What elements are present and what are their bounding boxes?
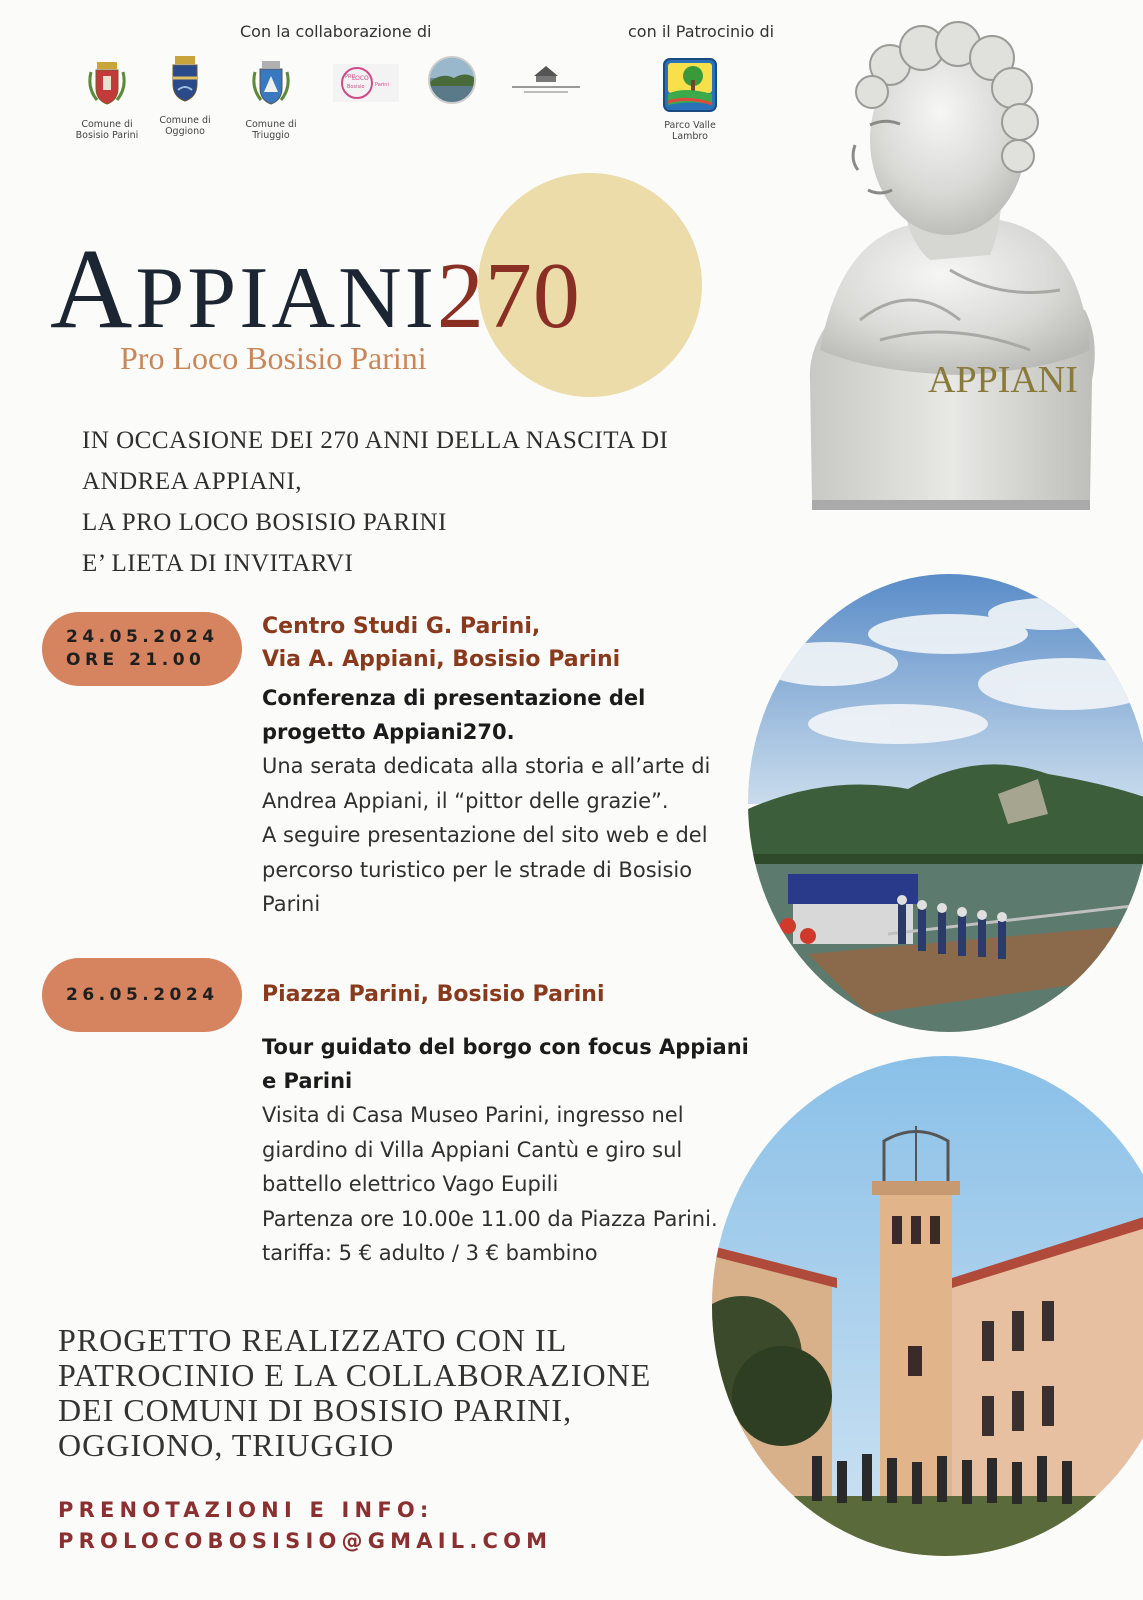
title-number: 270 [436, 244, 581, 348]
page-title [50, 225, 581, 356]
logo-pro-loco [333, 64, 399, 102]
footer-line: PATROCINIO E LA COLLABORAZIONE [58, 1357, 652, 1393]
bust-image [800, 20, 1115, 525]
logo-archaeological-association [506, 58, 586, 98]
intro-line: LA PRO LOCO BOSISIO PARINI [82, 509, 447, 536]
villa-photo [712, 1056, 1143, 1556]
crest-icon [85, 58, 129, 108]
event-title: Tour guidato del borgo con focus Appiani e Parini [262, 1035, 749, 1093]
intro-line: ANDREA APPIANI, [82, 468, 303, 495]
event-date: 26.05.2024 [66, 984, 219, 1005]
svg-text:Bosisio: Bosisio [347, 84, 365, 90]
event-location: Piazza Parini, Bosisio Parini [262, 982, 605, 1007]
event-date: 24.05.2024 [66, 627, 219, 647]
bust-illustration [800, 20, 1115, 525]
intro-line: E’ LIETA DI INVITARVI [82, 550, 354, 577]
footer-line: DEI COMUNI DI BOSISIO PARINI, [58, 1392, 573, 1428]
title-rest: PPIANI [135, 250, 437, 347]
villa-tower-scene [712, 1056, 1143, 1556]
event-title: Conferenza di presentazione del progetto Appiani270. [262, 686, 646, 744]
event-description: Una serata dedicata alla storia e all’arte di Andrea Appiani, il “pittor delle grazie”. A seguire presentazione del sito web e del percorso turistico per le strade di Bosisio Parini [262, 754, 711, 916]
contact-email[interactable]: PROLOCOBOSISIO@GMAIL.COM [58, 1529, 553, 1553]
monument-icon [506, 58, 586, 98]
lake-photo [748, 574, 1143, 1032]
crest-icon [249, 58, 293, 108]
bust-inscription: APPIANI [928, 359, 1078, 401]
lake-boat-scene [748, 574, 1143, 1032]
crest-icon [163, 54, 207, 104]
intro-line: IN OCCASIONE DEI 270 ANNI DELLA NASCITA DI [82, 427, 669, 454]
collaboration-label: Con la collaborazione di [240, 22, 432, 41]
park-tree-icon [663, 58, 717, 112]
subtitle: Pro Loco Bosisio Parini [120, 340, 427, 376]
event-location: Centro Studi G. Parini, Via A. Appiani, Bosisio Parini [262, 614, 621, 672]
patronage-label: con il Patrocinio di [628, 22, 775, 41]
event-time: ORE 21.00 [66, 650, 206, 670]
patron-logo-caption: Parco Valle Lambro [664, 120, 716, 142]
svg-text:Parini: Parini [375, 82, 389, 88]
event-date-badge [42, 612, 242, 686]
svg-text:PRO: PRO [345, 74, 356, 80]
footer-line: PROGETTO REALIZZATO CON IL [58, 1322, 568, 1358]
title-first-letter: A [50, 225, 136, 352]
logo-comune-oggiono: Comune di Oggiono [150, 54, 220, 137]
pro-loco-icon [333, 64, 399, 102]
event-date-badge [42, 958, 242, 1032]
svg-text:LOCO: LOCO [352, 75, 369, 82]
footer-text [58, 1323, 651, 1463]
event-description: Visita di Casa Museo Parini, ingresso nel giardino di Villa Appiani Cantù e giro sul battello elettrico Vago Eupili Partenza ore 10.00e 11.00 da Piazza Parini. tariffa: 5 € adulto / 3 € bambino [262, 1103, 718, 1265]
contact-label: PRENOTAZIONI E INFO: [58, 1498, 434, 1522]
logo-comune-bosisio-parini: Comune di Bosisio Parini [72, 58, 142, 141]
footer-line: OGGIONO, TRIUGGIO [58, 1427, 395, 1463]
intro-text [82, 420, 668, 584]
logo-comune-triuggio: Comune di Triuggio [236, 58, 306, 141]
logo-parco-valle-lambro [645, 58, 735, 142]
logo-lake-association [428, 56, 476, 104]
contact-info [58, 1495, 552, 1557]
lake-icon [430, 58, 476, 104]
